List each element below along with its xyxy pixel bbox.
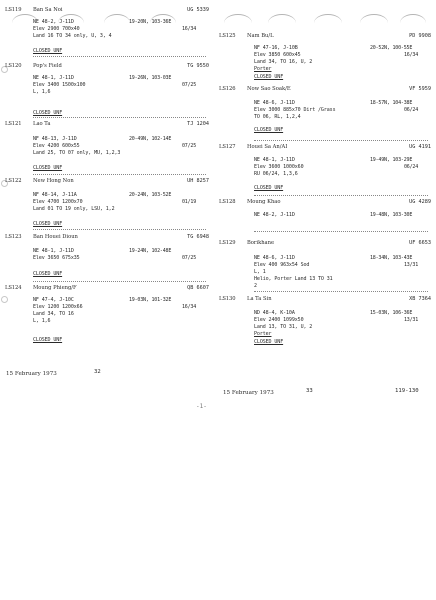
entry-id: LS123 — [5, 234, 22, 240]
entry-id: LS120 — [5, 63, 22, 69]
entry-line: Elev 3850 600x45 — [254, 52, 301, 58]
divider — [254, 195, 428, 196]
entry-line: Elev 4700 1200x70 — [33, 199, 83, 205]
entry-code: PD 9908 — [409, 33, 431, 39]
entry-line: Elev 3400 1500x100 — [33, 82, 86, 88]
entry-code: VF 5959 — [409, 86, 431, 92]
entry-coordinates: 19-49N, 103-29E — [370, 157, 413, 163]
footer-date: 15 February 1973 — [6, 371, 57, 377]
entry-line: Elev 3000 885x70 Dirt /Grass — [254, 107, 336, 113]
entry-runway: 07/25 — [182, 82, 197, 88]
divider — [33, 281, 206, 282]
entry-code: UH 8257 — [187, 178, 209, 184]
entry-line: NF 48-13, J-11D — [33, 136, 77, 142]
entry-status: CLOSED UNF — [33, 48, 63, 54]
entry-runway: 13/31 — [404, 317, 419, 323]
page-curl-mark — [104, 14, 130, 23]
entry-line: Helio, Porter Land 13 TO 31 — [254, 276, 333, 282]
entry-coordinates: 19-20N, 103-36E — [129, 19, 172, 25]
entry-line: L, 1,6 — [33, 89, 51, 95]
entry-id: LS128 — [219, 199, 236, 205]
divider — [254, 140, 428, 141]
entry-name: Now Sao Soak/E — [247, 86, 291, 92]
entry-name: Moung Khao — [247, 199, 281, 205]
entry-id: LS125 — [219, 33, 236, 39]
entry-line: NE 48-6, J-11D — [254, 100, 295, 106]
entry-code: UG 4289 — [409, 199, 431, 205]
entry-name: Lao Ta — [33, 121, 51, 127]
page-curl-mark — [360, 14, 388, 23]
entry-runway: 13/31 — [404, 262, 419, 268]
entry-line: Elev 3600 1000x60 — [254, 164, 304, 170]
entry-runway: 06/24 — [404, 164, 419, 170]
page-number: 33 — [306, 388, 313, 394]
entry-line: NE 48-1, J-11D — [254, 157, 295, 163]
entry-code: XB 7364 — [409, 296, 431, 302]
entry-id: LS130 — [219, 296, 236, 302]
entry-line: ND 48-4, K-10A — [254, 310, 295, 316]
entry-coordinates: 19-03N, 101-32E — [129, 297, 172, 303]
entry-line: NF 47-16, J-10B — [254, 45, 298, 51]
divider — [33, 117, 206, 118]
entry-status: CLOSED UNF — [254, 127, 284, 133]
entry-name: Ban Houei Dioun — [33, 234, 78, 240]
entry-line: NE 48-6, J-11D — [254, 255, 295, 261]
entry-line: Land 16 TO 34 only, U, 3, 4 — [33, 33, 112, 39]
entry-status: CLOSED UNF — [254, 74, 284, 80]
entry-id: LS126 — [219, 86, 236, 92]
entry-code: TG 9550 — [187, 63, 209, 69]
entry-line: Elev 3650 675x35 — [33, 255, 80, 261]
entry-status: CLOSED UNF — [254, 339, 284, 345]
entry-runway: 06/24 — [404, 107, 419, 113]
entry-coordinates: 20-49N, 102-14E — [129, 136, 172, 142]
right-page — [214, 0, 436, 600]
entry-code: TG 6948 — [187, 234, 209, 240]
page-range-code: 119-130 — [395, 388, 419, 394]
entry-status: CLOSED UNF — [254, 185, 284, 191]
entry-status: CLOSED UNF — [33, 271, 63, 277]
entry-coordinates: 19-48N, 103-30E — [370, 212, 413, 218]
entry-line: NF 48-14, J-11A — [33, 192, 77, 198]
entry-id: LS119 — [5, 7, 22, 13]
entry-line: NE 48-1, J-11D — [33, 75, 74, 81]
entry-line: NE 48-2, J-11D — [33, 19, 74, 25]
entry-line: L, 1,6 — [33, 318, 51, 324]
divider — [33, 229, 206, 230]
entry-id: LS129 — [219, 240, 236, 246]
entry-code: UG 5339 — [187, 7, 209, 13]
entry-name: Pop's Field — [33, 63, 62, 69]
entry-line: Land 34, TO 16 — [33, 311, 74, 317]
entry-line: Land 25, TO 07 only, MU, 1,2,3 — [33, 150, 121, 156]
entry-code: UG 4191 — [409, 144, 431, 150]
entry-coordinates: 18-57N, 104-38E — [370, 100, 413, 106]
entry-line: Land 01 TO 19 only, LSU, 1,2 — [33, 206, 115, 212]
entry-id: LS124 — [5, 285, 22, 291]
entry-line: Elev 4200 600x55 — [33, 143, 80, 149]
entry-runway: 07/25 — [182, 255, 197, 261]
entry-line: TO 06, RL, 1,2,4 — [254, 114, 301, 120]
entry-runway: 16/34 — [182, 304, 197, 310]
entry-name: Moung Phieng/F — [33, 285, 77, 291]
footer-date: 15 February 1973 — [223, 390, 274, 396]
entry-runway: 16/34 — [182, 26, 197, 32]
entry-runway: 01/19 — [182, 199, 197, 205]
entry-line: Elev 1200 1200x66 — [33, 304, 83, 310]
entry-coordinates: 19-24N, 102-48E — [129, 248, 172, 254]
divider — [33, 174, 206, 175]
entry-runway: 07/25 — [182, 143, 197, 149]
entry-coordinates: 15-03N, 106-36E — [370, 310, 413, 316]
entry-name: Nam Bu/L — [247, 33, 274, 39]
center-mark: -1- — [196, 403, 207, 410]
entry-line: Porter — [254, 66, 272, 72]
entry-name: Houei Sa An/AI — [247, 144, 288, 150]
entry-code: UF 6653 — [409, 240, 431, 246]
page-number: 32 — [94, 369, 101, 375]
page-curl-mark — [224, 14, 252, 23]
entry-line: Land 13, TO 31, U, 2 — [254, 324, 313, 330]
divider — [33, 56, 206, 57]
entry-id: LS121 — [5, 121, 22, 127]
entry-name: La Ta Sin — [247, 296, 272, 302]
entry-line: 2 — [254, 283, 257, 289]
entry-line: NE 48-1, J-11D — [33, 248, 74, 254]
entry-status: CLOSED UNF — [33, 165, 63, 171]
page-curl-mark — [400, 14, 426, 23]
entry-coordinates: 20-52N, 100-55E — [370, 45, 413, 51]
left-page — [0, 0, 214, 600]
entry-name: Ban Sa Noi — [33, 7, 63, 13]
entry-line: L, 1 — [254, 269, 266, 275]
entry-line: Elev 400 963x54 Sod — [254, 262, 310, 268]
entry-coordinates: 18-34N, 103-43E — [370, 255, 413, 261]
divider — [254, 231, 428, 232]
entry-id: LS127 — [219, 144, 236, 150]
entry-coordinates: 20-24N, 103-52E — [129, 192, 172, 198]
entry-code: QB 6607 — [187, 285, 209, 291]
entry-line: RU 06/24, 1,3,6 — [254, 171, 298, 177]
entry-line: NE 48-2, J-11D — [254, 212, 295, 218]
entry-coordinates: 19-26N, 103-03E — [129, 75, 172, 81]
entry-line: Elev 2900 700x40 — [33, 26, 80, 32]
divider — [254, 291, 428, 292]
entry-line: Elev 2400 1099x50 — [254, 317, 304, 323]
entry-runway: 16/34 — [404, 52, 419, 58]
entry-name: Borikhane — [247, 240, 275, 246]
punch-hole — [1, 296, 8, 303]
page-curl-mark — [314, 14, 342, 23]
entry-line: Land 34, TO 16, U, 2 — [254, 59, 313, 65]
page-curl-mark — [268, 14, 296, 23]
entry-code: TJ 1204 — [187, 121, 209, 127]
entry-status: CLOSED UNF — [33, 110, 63, 116]
entry-line: NF 47-4, J-10C — [33, 297, 74, 303]
entry-name: New Hong Non — [33, 178, 74, 184]
entry-status: CLOSED UNF — [33, 337, 63, 343]
entry-status: CLOSED UNF — [33, 221, 63, 227]
entry-line: Porter — [254, 331, 272, 337]
entry-id: LS122 — [5, 178, 22, 184]
